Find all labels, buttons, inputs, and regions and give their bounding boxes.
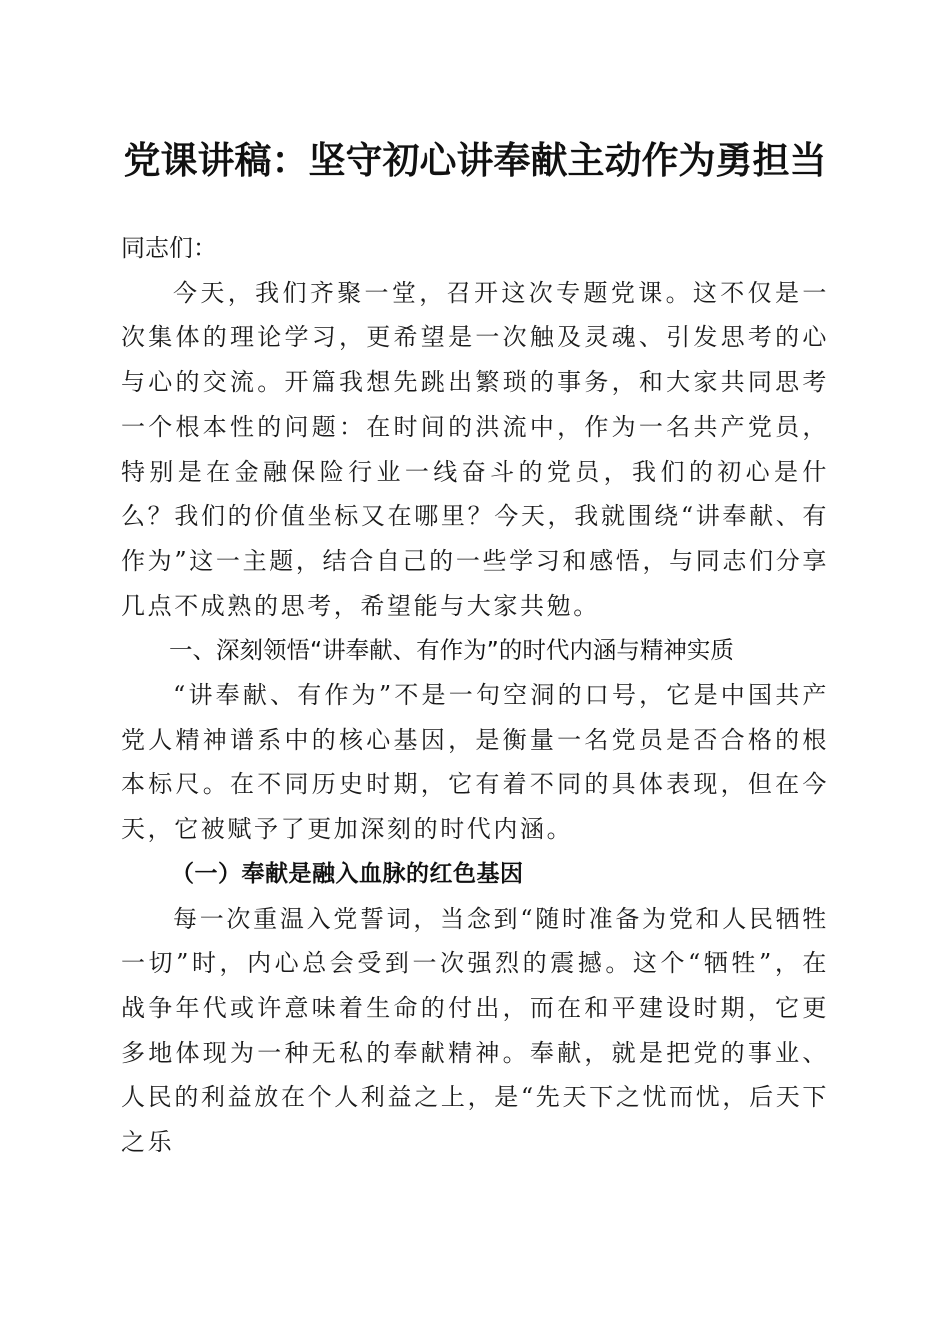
- greeting: 同志们：: [121, 234, 217, 262]
- intro-paragraph: 今天，我们齐聚一堂，召开这次专题党课。这不仅是一次集体的理论学习，更希望是一次触及灵魂、引发思考的心与心的交流。开篇我想先跳出繁琐的事务，和大家共同思考一个根本性的问题：在时间的洪流中，作为一名共产党员，特别是在金融保险行业一线奋斗的党员，我们的初心是什么？我们的价值坐标又在哪里？今天，我就围绕“讲奉献、有作为”这一主题，结合自己的一些学习和感悟，与同志们分享几点不成熟的思考，希望能与大家共勉。: [121, 278, 829, 620]
- section-1-paragraph: “讲奉献、有作为”不是一句空洞的口号，它是中国共产党人精神谱系中的核心基因，是衡量一名党员是否合格的根本标尺。在不同历史时期，它有着不同的具体表现，但在今天，它被赋予了更加深刻的时代内涵。: [121, 681, 829, 844]
- document-body: [121, 226, 829, 1165]
- section-heading-1: 一、深刻领悟“讲奉献、有作为”的时代内涵与精神实质: [169, 636, 734, 665]
- subsection-heading-1: （一）奉献是融入血脉的红色基因: [171, 859, 524, 887]
- subsection-1-paragraph: 每一次重温入党誓词，当念到“随时准备为党和人民牺牲一切”时，内心总会受到一次强烈的震撼。这个“牺牲”，在战争年代或许意味着生命的付出，而在和平建设时期，它更多地体现为一种无私的奉献精神。奉献，就是把党的事业、人民的利益放在个人利益之上，是“先天下之忧而忧，后天下之乐: [121, 904, 829, 1157]
- document-title: 党课讲稿：坚守初心讲奉献主动作为勇担当: [123, 138, 827, 182]
